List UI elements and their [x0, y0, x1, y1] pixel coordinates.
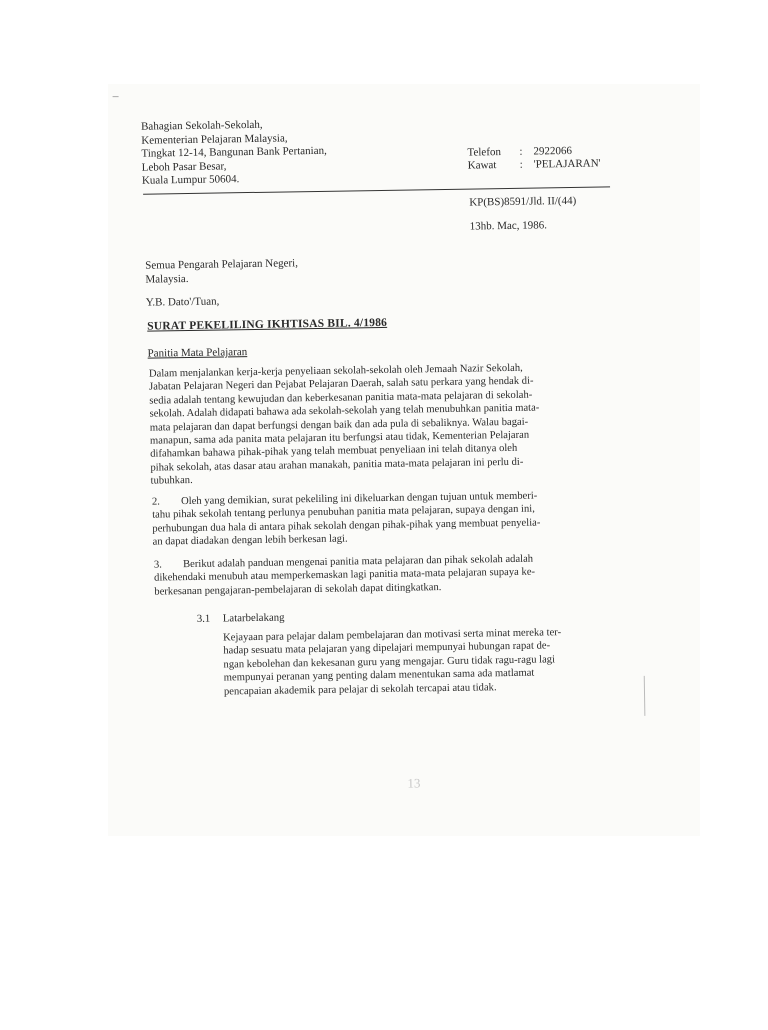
- paragraph-line: berkesanan pengajaran-pembelajaran di sekolah dapat ditingkatkan.: [154, 581, 442, 598]
- sender-address: [141, 118, 327, 188]
- kawat-value: 'PELAJARAN': [533, 157, 601, 171]
- kawat-label: Kawat: [467, 159, 497, 172]
- address-line: Kuala Lumpur 50604.: [141, 173, 240, 187]
- section-heading: Panitia Mata Pelajaran: [147, 346, 248, 360]
- paragraph-3: [154, 551, 625, 599]
- paragraph-line: manapun, sama ada panita mata pelajaran itu berfungsi atau tidak, Kementerian Pelajaran: [149, 429, 530, 447]
- paragraph-line: sekolah. Adalah didapati bahawa ada sekolah-sekolah yang telah menubuhkan panitia mata-: [149, 402, 540, 420]
- paragraph-line: Dalam menjalankan kerja-kerja penyeliaan sekolah-sekolah oleh Jemaah Nazir Sekolah,: [148, 362, 523, 380]
- paragraph-line: an dapat diadakan dengan lebih berkesan lagi.: [152, 533, 348, 548]
- paragraph-line: 3. Berikut adalah panduan mengenai panitia mata pelajaran dan pihak sekolah adalah: [153, 553, 534, 571]
- paragraph-line: difahamkan bahawa pihak-pihak yang telah membuat penyeliaan ini telah ditanya oleh: [150, 443, 518, 461]
- letter-subject: SURAT PEKELILING IKHTISAS BIL. 4/1986: [147, 316, 388, 333]
- paragraph-2: [152, 488, 623, 549]
- contact-info: [467, 145, 600, 173]
- scan-mark: [644, 676, 646, 716]
- address-line: Bahagian Sekolah-Sekolah,: [140, 118, 263, 133]
- telefon-value: 2922066: [533, 144, 573, 158]
- recipient-line: Malaysia.: [145, 272, 189, 286]
- paragraph-line: dikehendaki menubuh atau memperkemaskan lagi panitia mata-mata pelajaran supaya ke-: [154, 566, 536, 584]
- telefon-label: Telefon: [467, 146, 502, 159]
- paragraph-line: pencapaian akademik para pelajar di sekolah tercapai atau tidak.: [223, 681, 497, 698]
- paragraph-line: perhubungan dua hala di antara pihak sekolah dengan pihak-pihak yang membuat penyelia-: [152, 517, 541, 535]
- address-line: Tingkat 12-14, Bangunan Bank Pertanian,: [141, 144, 327, 160]
- address-line: Leboh Pasar Besar,: [141, 159, 227, 174]
- page-number: 13: [407, 775, 421, 791]
- separator: :: [519, 145, 523, 158]
- paragraph-line: Jabatan Pelajaran Negeri dan Pejabat Pelajaran Daerah, salah satu perkara yang hendak di-: [149, 375, 534, 394]
- paragraph-line: hadap sesuatu mata pelajaran yang dipelajari mempunyai hubungan rapat de-: [223, 640, 551, 657]
- recipient: [145, 257, 298, 286]
- subsection-number: 3.1: [196, 612, 211, 625]
- subsection-heading: [197, 612, 285, 625]
- salutation: Y.B. Dato'/Tuan,: [145, 295, 220, 309]
- letter-date: 13hb. Mac, 1986.: [469, 219, 548, 233]
- address-line: Kementerian Pelajaran Malaysia,: [141, 131, 288, 147]
- paragraph-line: 2. Oleh yang demikian, surat pekeliling ini dikeluarkan dengan tujuan untuk memberi-: [151, 490, 538, 508]
- scan-speck: [113, 96, 119, 97]
- paragraph-line: tubuhkan.: [150, 475, 193, 487]
- paragraph-line: mempunyai peranan yang penting dalam menentukan sama ada matlamat: [223, 667, 535, 684]
- paragraph-line: mata pelajaran dan dapat berfungsi dengan baik dan ada pula di sebaliknya. Walau bagai-: [149, 416, 529, 434]
- paragraph-line: ngan kebolehan dan kekesanan guru yang mengajar. Guru tidak ragu-ragu lagi: [223, 654, 556, 671]
- paragraph-1: [149, 360, 621, 488]
- recipient-line: Semua Pengarah Pelajaran Negeri,: [145, 257, 299, 272]
- subsection-title: Latarbelakang: [222, 611, 285, 625]
- paragraph-line: tahu pihak sekolah tentang perlunya penubuhan panitia mata pelajaran, supaya dengan ini,: [152, 503, 535, 521]
- paragraph-line: Kejayaan para pelajar dalam pembelajaran dan motivasi serta minat mereka ter-: [223, 627, 562, 644]
- separator: :: [519, 158, 523, 171]
- reference-number: KP(BS)8591/Jld. II/(44): [469, 194, 577, 209]
- kawat-row: [468, 158, 601, 173]
- paragraph-line: pihak sekolah, atas dasar atau arahan manakah, panitia mata-mata pelajaran ini perlu di-: [150, 456, 524, 474]
- header-divider: [143, 186, 610, 194]
- paragraph-line: sedia adalah tentang kewujudan dan keberkesanan panitia mata-mata pelajaran di sekolah-: [149, 389, 533, 407]
- paragraph-3-1: [223, 625, 629, 698]
